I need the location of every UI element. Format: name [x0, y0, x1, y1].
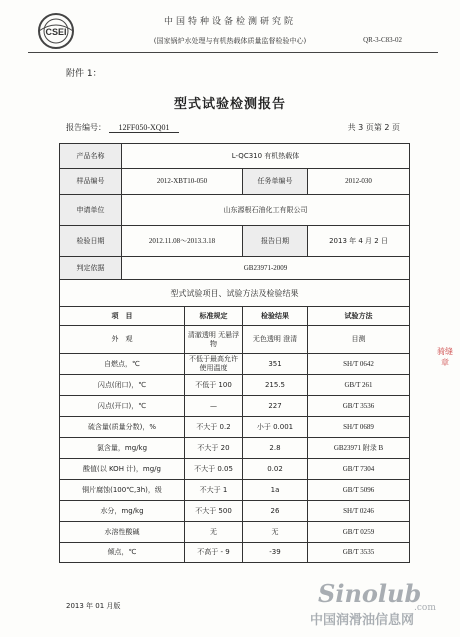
- result-spec: 不大于 500: [185, 501, 243, 522]
- result-row: [60, 480, 410, 501]
- result-method: GB23971 附录 B: [308, 438, 410, 459]
- row-basis: [60, 257, 410, 280]
- watermark-cn: 中国润滑油信息网: [310, 613, 415, 628]
- result-spec: 不大于 1: [185, 480, 243, 501]
- result-row: [60, 417, 410, 438]
- row-product: [60, 144, 410, 169]
- task-value: 2012-030: [308, 169, 410, 195]
- report-number-value: 12FF050-XQ01: [109, 123, 179, 133]
- result-row: [60, 354, 410, 375]
- result-value: 351: [243, 354, 308, 375]
- result-item: 硫含量(质量分数)，%: [60, 417, 185, 438]
- result-value: 1a: [243, 480, 308, 501]
- result-method: GB/T 261: [308, 375, 410, 396]
- result-value: 26: [243, 501, 308, 522]
- result-row: [60, 438, 410, 459]
- row-caption: [60, 280, 410, 307]
- watermark-brand: Sinolub: [318, 579, 422, 608]
- results-header-row: [60, 307, 410, 326]
- result-method: GB/T 3535: [308, 543, 410, 563]
- doc-code: QR-3-C83-02: [363, 36, 402, 44]
- result-method: SH/T 0642: [308, 354, 410, 375]
- result-spec: 不大于 0.05: [185, 459, 243, 480]
- result-method: GB/T 3536: [308, 396, 410, 417]
- task-label: 任务单编号: [243, 169, 308, 195]
- result-method: 目测: [308, 326, 410, 354]
- report-title: 型式试验检测报告: [173, 97, 286, 112]
- result-item: 闪点(闭口)，℃: [60, 375, 185, 396]
- report-table: [59, 143, 410, 563]
- result-row: [60, 396, 410, 417]
- result-value: 215.5: [243, 375, 308, 396]
- basis-value: GB23971-2009: [122, 257, 410, 280]
- watermark-domain: .com: [414, 603, 436, 613]
- result-row: [60, 543, 410, 563]
- org-name: 中国特种设备检测研究院: [163, 17, 296, 27]
- inspection-date-value: 2012.11.08～2013.3.18: [122, 226, 243, 257]
- row-sample: [60, 169, 410, 195]
- result-spec: 不低于最高允许 使用温度: [185, 354, 243, 375]
- col-header-item: 项 目: [60, 307, 185, 326]
- header-rule: [28, 52, 438, 53]
- result-spec: 不大于 20: [185, 438, 243, 459]
- basis-label: 判定依据: [60, 257, 122, 280]
- row-applicant: [60, 195, 410, 226]
- org-subtitle: (国家锅炉水处理与有机热载体质量监督检验中心): [153, 37, 307, 45]
- result-item: 氯含量，mg/kg: [60, 438, 185, 459]
- result-item: 酸值(以 KOH 计)，mg/g: [60, 459, 185, 480]
- sample-value: 2012-XBT10-050: [122, 169, 243, 195]
- result-item: 外 观: [60, 326, 185, 354]
- report-date-label: 报告日期: [243, 226, 308, 257]
- attachment-label: 附件 1：: [66, 69, 102, 79]
- col-header-spec: 标准规定: [185, 307, 243, 326]
- result-row: [60, 375, 410, 396]
- result-method: GB/T 5096: [308, 480, 410, 501]
- result-value: 小于 0.001: [243, 417, 308, 438]
- result-spec: 不低于 100: [185, 375, 243, 396]
- result-spec: 清澈透明 无悬浮物: [185, 326, 243, 354]
- product-label: 产品名称: [60, 144, 122, 169]
- result-item: 倾点，℃: [60, 543, 185, 563]
- row-dates: [60, 226, 410, 257]
- result-spec: —: [185, 396, 243, 417]
- result-item: 水溶性酸碱: [60, 522, 185, 543]
- result-item: 自燃点，℃: [60, 354, 185, 375]
- result-value: 无色透明 澄清: [243, 326, 308, 354]
- col-header-method: 试验方法: [308, 307, 410, 326]
- report-number: [66, 122, 179, 133]
- result-spec: 不大于 0.2: [185, 417, 243, 438]
- result-value: 0.02: [243, 459, 308, 480]
- result-row: [60, 326, 410, 354]
- result-value: 227: [243, 396, 308, 417]
- sample-label: 样品编号: [60, 169, 122, 195]
- logo-text: CSEI: [45, 27, 67, 37]
- result-row: [60, 522, 410, 543]
- seam-stamp: 骑缝章: [437, 347, 453, 367]
- result-method: SH/T 0689: [308, 417, 410, 438]
- result-spec: 无: [185, 522, 243, 543]
- product-value: L-QC310 有机热载体: [122, 144, 410, 169]
- result-item: 闪点(开口)，℃: [60, 396, 185, 417]
- result-item: 铜片腐蚀(100℃,3h)，级: [60, 480, 185, 501]
- inspection-date-label: 检验日期: [60, 226, 122, 257]
- applicant-value: 山东源根石油化工有限公司: [122, 195, 410, 226]
- result-method: GB/T 0259: [308, 522, 410, 543]
- report-number-label: 报告编号：: [66, 123, 106, 132]
- results-caption: 型式试验项目、试验方法及检验结果: [60, 280, 410, 307]
- result-row: [60, 501, 410, 522]
- result-item: 水分，mg/kg: [60, 501, 185, 522]
- result-row: [60, 459, 410, 480]
- edition-footer: 2013 年 01 月版: [66, 602, 121, 610]
- col-header-result: 检验结果: [243, 307, 308, 326]
- result-method: SH/T 0246: [308, 501, 410, 522]
- result-value: 无: [243, 522, 308, 543]
- result-method: GB/T 7304: [308, 459, 410, 480]
- applicant-label: 申请单位: [60, 195, 122, 226]
- result-value: -39: [243, 543, 308, 563]
- result-spec: 不高于 - 9: [185, 543, 243, 563]
- report-date-value: 2013 年 4 月 2 日: [308, 226, 410, 257]
- sinolub-watermark: [306, 570, 456, 628]
- page-count: 共 3 页第 2 页: [347, 123, 400, 132]
- results-body: [60, 326, 410, 563]
- result-value: 2.8: [243, 438, 308, 459]
